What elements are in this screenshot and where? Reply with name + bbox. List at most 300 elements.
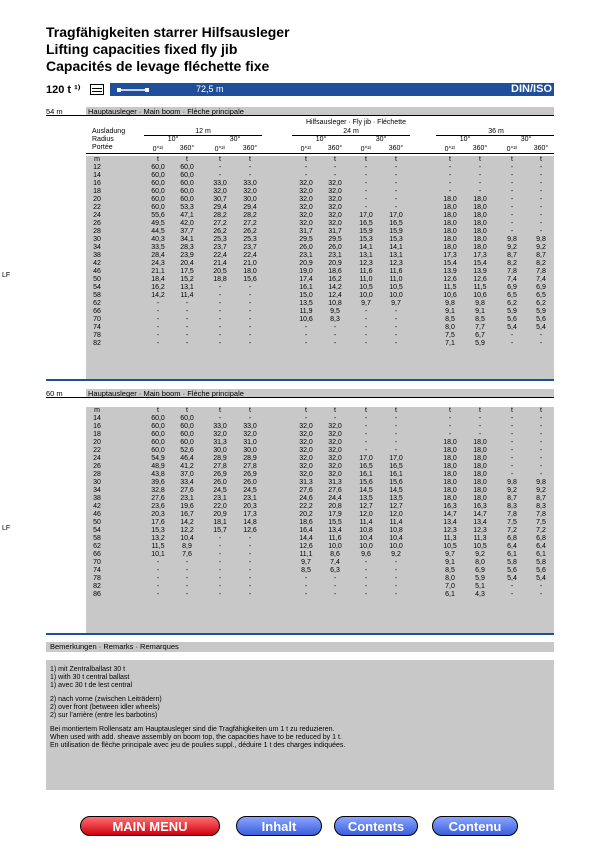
table-row — [46, 527, 554, 534]
note-fr: En utilisation de flèche principale avec jeu de poulies suppl., déduire 1 t des charges indiquées. — [50, 742, 346, 749]
capacity-cell: - — [364, 188, 368, 195]
table-row — [46, 164, 554, 171]
slew-angle-header: 0°²⁾ — [152, 146, 164, 153]
capacity-cell: 6,1 — [445, 591, 455, 598]
table-row — [46, 543, 554, 550]
capacity-cell: - — [539, 431, 543, 438]
capacity-cell: 34,1 — [180, 236, 194, 243]
angle-header: 30° — [375, 136, 387, 143]
capacity-cell: 17,0 — [389, 212, 403, 219]
radius-cell: 58 — [93, 292, 101, 299]
capacity-cell: - — [156, 575, 160, 582]
capacity-cell: 5,4 — [536, 575, 546, 582]
table-row — [46, 316, 554, 323]
capacity-cell: - — [248, 591, 252, 598]
capacity-cell: 26,9 — [243, 471, 257, 478]
capacity-cell: 60,0 — [151, 439, 165, 446]
capacity-cell: 18,8 — [213, 276, 227, 283]
capacity-cell: - — [248, 284, 252, 291]
capacity-cell: - — [248, 415, 252, 422]
table-row — [46, 503, 554, 510]
capacity-cell: - — [510, 228, 514, 235]
model-label: 120 t ¹⁾ — [46, 84, 81, 96]
capacity-cell: - — [539, 196, 543, 203]
capacity-cell: 18,0 — [243, 268, 257, 275]
radius-cell: 26 — [93, 220, 101, 227]
capacity-cell: 15,4 — [443, 260, 457, 267]
capacity-cell: 15,6 — [243, 276, 257, 283]
capacity-cell: - — [539, 188, 543, 195]
label-portee: Portée — [92, 144, 113, 151]
table-row — [46, 340, 554, 347]
capacity-cell: 20,8 — [328, 503, 342, 510]
contenu-button[interactable]: Contenu — [432, 816, 518, 836]
boom-length: 72,5 m — [196, 84, 224, 94]
capacity-cell: - — [304, 583, 308, 590]
capacity-cell: 10,8 — [389, 527, 403, 534]
capacity-cell: 6,8 — [507, 535, 517, 542]
angle-header: 30° — [229, 136, 241, 143]
capacity-cell: 13,1 — [389, 252, 403, 259]
capacity-cell: - — [539, 164, 543, 171]
capacity-cell: 12,4 — [328, 292, 342, 299]
capacity-cell: t — [305, 156, 307, 163]
capacity-cell: - — [478, 415, 482, 422]
capacity-cell: t — [449, 407, 451, 414]
slew-angle-header: 360° — [533, 145, 549, 152]
capacity-cell: 7,8 — [536, 268, 546, 275]
title-block — [46, 24, 290, 75]
crane-table-icon — [90, 84, 104, 95]
capacity-cell: - — [333, 172, 337, 179]
capacity-cell: - — [510, 447, 514, 454]
capacity-cell: - — [448, 180, 452, 187]
capacity-cell: - — [394, 164, 398, 171]
capacity-cell: 24,5 — [213, 487, 227, 494]
capacity-cell: 15,6 — [359, 479, 373, 486]
capacity-cell: - — [510, 471, 514, 478]
capacity-cell: 17,9 — [328, 511, 342, 518]
title-en: Lifting capacities fixed fly jib — [46, 41, 238, 57]
radius-cell: 58 — [93, 535, 101, 542]
capacity-cell: 12,6 — [443, 276, 457, 283]
capacity-cell: 32,0 — [299, 220, 313, 227]
radius-cell: 12 — [93, 164, 101, 171]
footnote-2-fr: 2) sur l'arrière (entre les barbotins) — [50, 712, 158, 719]
capacity-cell: 9,7 — [301, 559, 311, 566]
capacity-cell: - — [510, 164, 514, 171]
capacity-cell: - — [218, 308, 222, 315]
capacity-cell: 17,3 — [443, 252, 457, 259]
section1-main-length: 54 m — [46, 107, 63, 116]
capacity-cell: - — [539, 583, 543, 590]
capacity-cell: - — [185, 324, 189, 331]
capacity-cell: 5,8 — [536, 559, 546, 566]
radius-cell: 50 — [93, 519, 101, 526]
capacity-cell: 32,0 — [299, 180, 313, 187]
capacity-cell: 5,4 — [536, 324, 546, 331]
footnote-2-en: 2) over front (between idler wheels) — [50, 704, 160, 711]
capacity-cell: 9,8 — [536, 236, 546, 243]
radius-cell: 28 — [93, 228, 101, 235]
capacity-cell: - — [364, 332, 368, 339]
capacity-cell: 13,5 — [299, 300, 313, 307]
footnote-2-de: 2) nach vorne (zwischen Leiträdern) — [50, 696, 162, 703]
capacity-cell: - — [364, 204, 368, 211]
capacity-cell: 60,0 — [180, 180, 194, 187]
jib-title: Hilfsausleger · Fly jib · Fléchette — [306, 119, 406, 126]
capacity-cell: - — [304, 164, 308, 171]
capacity-cell: 32,0 — [299, 431, 313, 438]
capacity-cell: 25,3 — [213, 236, 227, 243]
section2-table — [46, 407, 554, 633]
capacity-cell: 27,8 — [243, 463, 257, 470]
capacity-cell: 10,6 — [299, 316, 313, 323]
capacity-cell: - — [510, 423, 514, 430]
capacity-cell: - — [185, 316, 189, 323]
capacity-cell: - — [218, 324, 222, 331]
radius-cell: m — [94, 156, 100, 163]
capacity-cell: - — [304, 172, 308, 179]
capacity-cell: - — [185, 340, 189, 347]
header-rule — [86, 153, 554, 154]
capacity-cell: 27,6 — [328, 487, 342, 494]
capacity-cell: 14,2 — [328, 284, 342, 291]
capacity-cell: 18,0 — [443, 463, 457, 470]
capacity-cell: 6,2 — [507, 300, 517, 307]
capacity-cell: - — [394, 196, 398, 203]
capacity-cell: 18,0 — [473, 495, 487, 502]
capacity-cell: 32,0 — [328, 431, 342, 438]
capacity-cell: 6,8 — [536, 535, 546, 542]
capacity-cell: 32,0 — [299, 188, 313, 195]
capacity-cell: 18,0 — [443, 439, 457, 446]
capacity-cell: - — [333, 583, 337, 590]
capacity-cell: 16,2 — [328, 276, 342, 283]
capacity-cell: 9,7 — [445, 551, 455, 558]
capacity-cell: 18,0 — [473, 471, 487, 478]
title-de: Tragfähigkeiten starrer Hilfsausleger — [46, 24, 290, 40]
capacity-cell: 23,9 — [180, 252, 194, 259]
capacity-cell: 60,0 — [151, 431, 165, 438]
radius-cell: 66 — [93, 308, 101, 315]
radius-cell: 18 — [93, 188, 101, 195]
capacity-cell: 14,7 — [443, 511, 457, 518]
capacity-cell: 60,0 — [151, 164, 165, 171]
capacity-cell: 32,0 — [328, 471, 342, 478]
capacity-cell: 32,0 — [328, 212, 342, 219]
table-row — [46, 439, 554, 446]
capacity-cell: - — [478, 164, 482, 171]
capacity-cell: - — [510, 212, 514, 219]
radius-cell: 20 — [93, 196, 101, 203]
capacity-cell: 16,4 — [299, 527, 313, 534]
jib-length-header: 36 m — [488, 128, 504, 135]
capacity-cell: 11,5 — [473, 284, 487, 291]
capacity-cell: 22,4 — [243, 252, 257, 259]
capacity-cell: - — [218, 172, 222, 179]
capacity-cell: 16,2 — [151, 284, 165, 291]
capacity-cell: 8,5 — [301, 567, 311, 574]
capacity-cell: 32,0 — [328, 204, 342, 211]
capacity-cell: 31,3 — [328, 479, 342, 486]
capacity-cell: - — [394, 324, 398, 331]
capacity-cell: - — [364, 172, 368, 179]
capacity-cell: - — [156, 316, 160, 323]
capacity-cell: 10,6 — [473, 292, 487, 299]
section1-main-title: Hauptausleger · Main boom · Flèche principale — [88, 107, 244, 116]
capacity-cell: 8,0 — [445, 575, 455, 582]
capacity-cell: - — [333, 415, 337, 422]
capacity-cell: t — [479, 407, 481, 414]
capacity-cell: - — [218, 559, 222, 566]
contents-button[interactable]: Contents — [334, 816, 418, 836]
capacity-cell: - — [510, 172, 514, 179]
capacity-cell: 7,2 — [536, 527, 546, 534]
capacity-cell: - — [218, 164, 222, 171]
capacity-cell: 10,5 — [389, 284, 403, 291]
capacity-cell: 40,3 — [151, 236, 165, 243]
capacity-cell: - — [510, 188, 514, 195]
capacity-cell: 32,0 — [328, 439, 342, 446]
capacity-cell: 11,6 — [389, 268, 403, 275]
inhalt-button[interactable]: Inhalt — [236, 816, 322, 836]
table-row — [46, 495, 554, 502]
capacity-cell: 12,3 — [473, 527, 487, 534]
capacity-cell: 8,2 — [536, 260, 546, 267]
capacity-cell: 23,1 — [243, 495, 257, 502]
capacity-cell: - — [539, 332, 543, 339]
capacity-cell: - — [394, 591, 398, 598]
capacity-cell: 16,7 — [180, 511, 194, 518]
section2-bottom-bar — [46, 633, 554, 635]
capacity-cell: 11,0 — [359, 276, 373, 283]
capacity-cell: - — [394, 180, 398, 187]
capacity-cell: 15,9 — [359, 228, 373, 235]
capacity-cell: 41,2 — [180, 463, 194, 470]
capacity-cell: 37,7 — [180, 228, 194, 235]
capacity-cell: 18,4 — [151, 276, 165, 283]
capacity-cell: 10,5 — [443, 543, 457, 550]
capacity-cell: 20,3 — [243, 503, 257, 510]
capacity-cell: - — [364, 415, 368, 422]
capacity-cell: 18,0 — [473, 455, 487, 462]
capacity-cell: 10,4 — [359, 535, 373, 542]
capacity-cell: - — [478, 172, 482, 179]
capacity-cell: - — [156, 324, 160, 331]
capacity-cell: t — [511, 156, 513, 163]
capacity-cell: 8,2 — [507, 260, 517, 267]
capacity-cell: 15,4 — [473, 260, 487, 267]
capacity-cell: - — [539, 591, 543, 598]
capacity-cell: - — [185, 559, 189, 566]
capacity-cell: 7,8 — [507, 511, 517, 518]
capacity-cell: 20,9 — [299, 260, 313, 267]
capacity-cell: 12,7 — [389, 503, 403, 510]
capacity-cell: - — [394, 204, 398, 211]
capacity-cell: - — [448, 431, 452, 438]
capacity-cell: 21,0 — [243, 260, 257, 267]
capacity-cell: 18,6 — [328, 268, 342, 275]
capacity-cell: - — [539, 220, 543, 227]
section1-lf: LF — [2, 272, 11, 279]
capacity-cell: 9,7 — [391, 300, 401, 307]
capacity-cell: 32,0 — [213, 188, 227, 195]
capacity-cell: - — [218, 591, 222, 598]
unit-row — [46, 407, 554, 414]
capacity-cell: 9,8 — [536, 479, 546, 486]
capacity-cell: 7,4 — [507, 276, 517, 283]
capacity-cell: 18,0 — [443, 479, 457, 486]
capacity-cell: 5,9 — [475, 340, 485, 347]
capacity-cell: 28,9 — [243, 455, 257, 462]
capacity-cell: 7,2 — [507, 527, 517, 534]
capacity-cell: 10,4 — [180, 535, 194, 542]
table-row — [46, 300, 554, 307]
radius-cell: 42 — [93, 260, 101, 267]
remarks-panel — [46, 660, 554, 790]
capacity-cell: 32,0 — [243, 188, 257, 195]
capacity-cell: - — [364, 431, 368, 438]
capacity-cell: 60,0 — [151, 423, 165, 430]
capacity-cell: - — [539, 212, 543, 219]
capacity-cell: 10,0 — [328, 543, 342, 550]
capacity-cell: - — [539, 180, 543, 187]
capacity-cell: 8,7 — [507, 495, 517, 502]
capacity-cell: 13,5 — [359, 495, 373, 502]
table-row — [46, 268, 554, 275]
slew-angle-header: 0°²⁾ — [360, 146, 372, 153]
radius-cell: 28 — [93, 471, 101, 478]
table-row — [46, 332, 554, 339]
table-row — [46, 591, 554, 598]
capacity-cell: 18,0 — [443, 487, 457, 494]
capacity-cell: - — [185, 583, 189, 590]
radius-cell: 14 — [93, 415, 101, 422]
capacity-cell: t — [249, 156, 251, 163]
capacity-cell: 7,5 — [507, 519, 517, 526]
capacity-cell: 15,9 — [389, 228, 403, 235]
capacity-cell: 22,2 — [299, 503, 313, 510]
table-row — [46, 252, 554, 259]
capacity-cell: 18,0 — [473, 479, 487, 486]
capacity-cell: t — [219, 407, 221, 414]
capacity-cell: 26,0 — [243, 479, 257, 486]
capacity-cell: 5,9 — [507, 308, 517, 315]
capacity-cell: 9,5 — [330, 308, 340, 315]
capacity-cell: 11,4 — [389, 519, 403, 526]
capacity-cell: 20,9 — [213, 511, 227, 518]
capacity-cell: 30,0 — [243, 447, 257, 454]
table-row — [46, 479, 554, 486]
capacity-cell: 60,0 — [151, 180, 165, 187]
capacity-cell: - — [248, 316, 252, 323]
radius-cell: 20 — [93, 439, 101, 446]
capacity-cell: 60,0 — [151, 188, 165, 195]
capacity-cell: 17,3 — [243, 511, 257, 518]
capacity-cell: 8,3 — [536, 503, 546, 510]
capacity-cell: 5,6 — [507, 316, 517, 323]
capacity-cell: 33,4 — [180, 479, 194, 486]
capacity-cell: 7,0 — [445, 583, 455, 590]
capacity-cell: 32,0 — [243, 431, 257, 438]
capacity-cell: - — [394, 439, 398, 446]
slew-angle-header: 360° — [388, 145, 404, 152]
capacity-cell: 18,0 — [443, 495, 457, 502]
capacity-cell: 31,0 — [243, 439, 257, 446]
capacity-cell: - — [218, 316, 222, 323]
capacity-cell: 60,0 — [180, 164, 194, 171]
radius-cell: 26 — [93, 463, 101, 470]
capacity-cell: - — [364, 575, 368, 582]
capacity-cell: 13,1 — [359, 252, 373, 259]
capacity-cell: t — [334, 407, 336, 414]
capacity-cell: - — [156, 567, 160, 574]
capacity-cell: - — [364, 180, 368, 187]
radius-cell: 74 — [93, 324, 101, 331]
capacity-cell: - — [333, 575, 337, 582]
table-row — [46, 535, 554, 542]
capacity-cell: - — [510, 180, 514, 187]
capacity-cell: 12,3 — [389, 260, 403, 267]
footnote-1-en: 1) with 30 t central ballast — [50, 674, 130, 681]
capacity-cell: 7,6 — [182, 551, 192, 558]
capacity-cell: 28,2 — [243, 212, 257, 219]
capacity-cell: 18,0 — [473, 204, 487, 211]
capacity-cell: t — [334, 156, 336, 163]
capacity-cell: 60,0 — [180, 172, 194, 179]
capacity-cell: 18,0 — [473, 236, 487, 243]
capacity-cell: 32,0 — [299, 471, 313, 478]
capacity-cell: 23,7 — [213, 244, 227, 251]
capacity-cell: - — [304, 324, 308, 331]
capacity-cell: - — [156, 591, 160, 598]
capacity-cell: 18,0 — [443, 196, 457, 203]
capacity-cell: 32,0 — [328, 188, 342, 195]
capacity-cell: 12,3 — [359, 260, 373, 267]
capacity-cell: 10,0 — [359, 292, 373, 299]
radius-cell: 22 — [93, 447, 101, 454]
capacity-cell: - — [304, 340, 308, 347]
main-menu-button[interactable]: MAIN MENU — [80, 816, 220, 836]
capacity-cell: 5,6 — [536, 567, 546, 574]
capacity-cell: 9,8 — [445, 300, 455, 307]
capacity-cell: 60,0 — [151, 204, 165, 211]
table-row — [46, 196, 554, 203]
section2-main-title: Hauptausleger · Main boom · Flèche principale — [88, 389, 244, 398]
capacity-cell: - — [394, 316, 398, 323]
capacity-cell: 25,3 — [243, 236, 257, 243]
capacity-cell: 14,5 — [389, 487, 403, 494]
capacity-cell: - — [478, 180, 482, 187]
capacity-cell: 10,8 — [359, 527, 373, 534]
capacity-cell: 15,3 — [359, 236, 373, 243]
capacity-cell: 20,3 — [151, 511, 165, 518]
capacity-cell: 6,9 — [475, 567, 485, 574]
capacity-cell: 22,0 — [213, 503, 227, 510]
capacity-cell: 6,9 — [507, 284, 517, 291]
table-row — [46, 471, 554, 478]
capacity-cell: 23,1 — [299, 252, 313, 259]
capacity-cell: 16,5 — [359, 220, 373, 227]
capacity-cell: 12,3 — [443, 527, 457, 534]
capacity-cell: 6,1 — [536, 551, 546, 558]
capacity-cell: 24,4 — [328, 495, 342, 502]
capacity-cell: 30,0 — [213, 447, 227, 454]
capacity-cell: 17,0 — [359, 455, 373, 462]
capacity-cell: 11,0 — [389, 276, 403, 283]
capacity-cell: - — [539, 340, 543, 347]
